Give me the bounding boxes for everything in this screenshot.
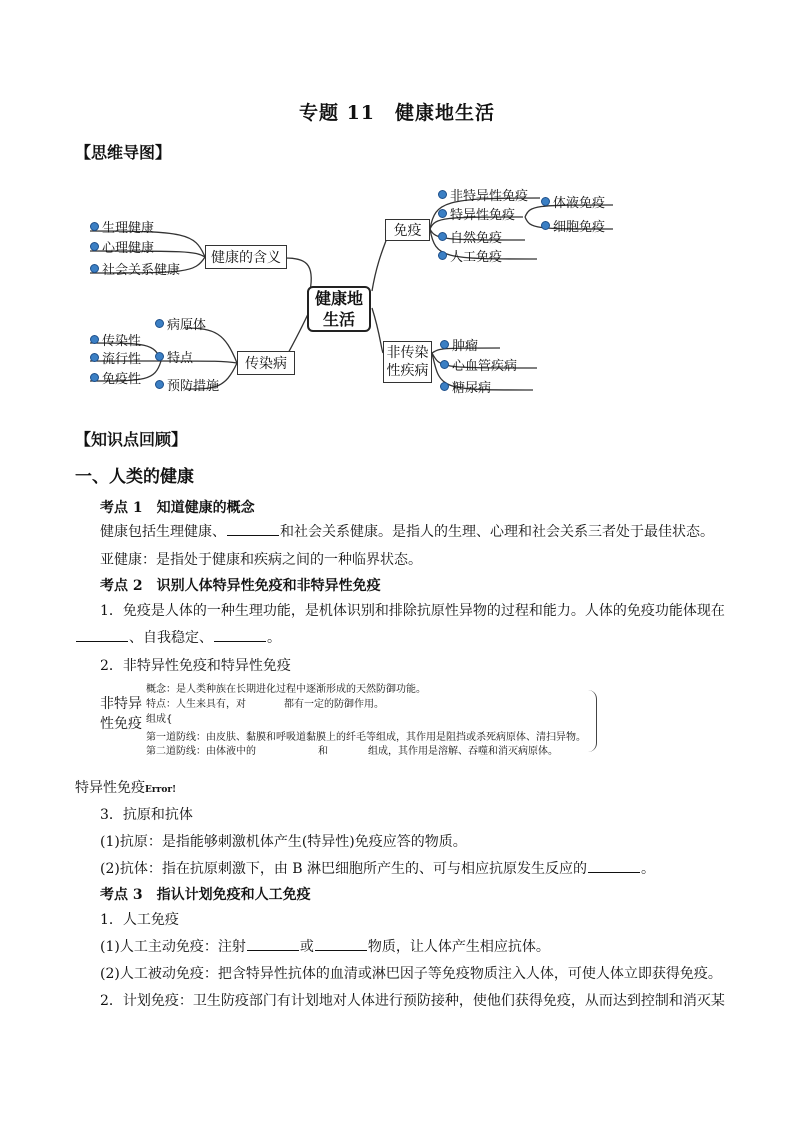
bullet-icon <box>90 242 99 251</box>
leaf-label: 肿瘤 <box>452 339 479 354</box>
bullet-icon <box>438 251 447 260</box>
text: 。 <box>641 861 656 877</box>
nonspecific-first-line: 第一道防线：由皮肤、黏膜和呼吸道黏膜上的纤毛等组成，其作用是阻挡或杀死病原体、清扫异物。 <box>146 732 586 743</box>
leaf-label: 细胞免疫 <box>553 220 606 235</box>
connector-center-health <box>285 258 311 291</box>
leaf-tumor <box>440 335 478 354</box>
leaf-label: 流行性 <box>102 352 142 367</box>
leaf-label: 非特异性免疫 <box>450 189 529 204</box>
bullet-icon <box>541 197 550 206</box>
text: 组成，其作用是溶解、吞噬和消灭病原体。 <box>368 746 558 757</box>
leaf-physical-health <box>90 217 154 236</box>
text: 。 <box>267 630 281 646</box>
nonspecific-feature <box>146 695 384 710</box>
leaf-epidemic <box>90 348 141 367</box>
leaf-label: 人工免疫 <box>450 250 503 265</box>
fill-blank <box>76 629 128 642</box>
paragraph-planned-immunity: 2．计划免疫：卫生防疫部门有计划地对人体进行预防接种，使他们获得免疫，从而达到控制和消灭某 <box>100 993 725 1009</box>
leaf-nonspecific-immunity <box>438 185 528 204</box>
center-line-1: 健康地 <box>314 289 363 308</box>
leaf-specific-immunity <box>438 204 515 223</box>
paragraph-active-immunity <box>100 936 550 956</box>
leaf-diabetes <box>440 377 491 396</box>
paragraph-antigen-antibody: 3．抗原和抗体 <box>100 807 193 823</box>
leaf-label: 心理健康 <box>102 241 155 256</box>
branch-noninfectious-line-2: 性疾病 <box>386 363 429 379</box>
mind-map <box>85 183 617 398</box>
branch-immunity: 免疫 <box>385 219 430 241</box>
center-line-2: 生活 <box>322 310 355 329</box>
bullet-icon <box>155 380 164 389</box>
page-title: 专题 11 健康地生活 <box>298 102 496 124</box>
bullet-icon <box>90 264 99 273</box>
text: 健康包括生理健康、 <box>100 524 226 540</box>
branch-noninfectious-line-1: 非传染 <box>386 345 429 361</box>
leaf-social-health <box>90 259 180 278</box>
bullet-icon <box>440 360 449 369</box>
bullet-icon <box>440 382 449 391</box>
section-heading-1: 一、人类的健康 <box>75 467 194 487</box>
branch-infectious: 传染病 <box>237 351 295 375</box>
paragraph-subhealth: 亚健康：是指处于健康和疾病之间的一种临界状态。 <box>100 552 422 568</box>
leaf-label: 预防措施 <box>167 379 220 394</box>
bullet-icon <box>438 209 447 218</box>
fill-blank <box>214 629 266 642</box>
paragraph-immunity-1: 1．免疫是人体的一种生理功能，是机体识别和排除抗原性异物的过程和能力。人体的免疫功能体现在 <box>100 603 725 619</box>
fill-blank <box>588 860 640 873</box>
text: (1)人工主动免疫：注射 <box>100 939 246 955</box>
leaf-mental-health <box>90 237 154 256</box>
branch-noninfectious <box>383 341 432 383</box>
leaf-label: 传染性 <box>102 334 142 349</box>
branch-health: 健康的含义 <box>205 245 287 269</box>
text: 和社会关系健康。是指人的生理、心理和社会关系三者处于最佳状态。 <box>280 524 714 540</box>
text: 都有一定的防御作用。 <box>284 699 384 710</box>
fill-blank <box>247 938 299 951</box>
knowledge-point-1: 考点 1 知道健康的概念 <box>100 500 255 516</box>
leaf-label: 自然免疫 <box>450 231 503 246</box>
leaf-label: 糖尿病 <box>452 381 492 396</box>
bullet-icon <box>90 353 99 362</box>
text: 特异性免疫 <box>75 780 145 796</box>
bullet-icon <box>155 319 164 328</box>
leaf-label: 病原体 <box>167 318 207 333</box>
text: 第二道防线：由体液中的 <box>146 746 256 757</box>
text: 物质，让人体产生相应抗体。 <box>367 939 550 955</box>
text: 和 <box>318 746 328 757</box>
leaf-immunity-trait <box>90 368 141 387</box>
nonspecific-label <box>100 694 144 734</box>
brace-line <box>588 690 597 752</box>
text: (2)抗体：指在抗原刺激下，由 B 淋巴细胞所产生的、可与相应抗原发生反应的 <box>100 861 588 877</box>
nonspecific-second-line <box>146 742 558 757</box>
knowledge-point-2: 考点 2 识别人体特异性免疫和非特异性免疫 <box>100 578 381 594</box>
leaf-cardiovascular <box>440 355 517 374</box>
text: 或 <box>299 939 314 955</box>
leaf-label: 心血管疾病 <box>452 359 518 374</box>
text: 特点：人生来具有，对 <box>146 699 246 710</box>
bullet-icon <box>90 222 99 231</box>
nonspecific-compose: 组成{ <box>146 714 173 725</box>
leaf-feature <box>155 347 193 366</box>
bullet-icon <box>90 373 99 382</box>
nonspecific-label-line-2: 性免疫 <box>100 716 142 732</box>
paragraph-immunity-1-cont <box>75 627 281 647</box>
leaf-label: 体液免疫 <box>553 196 606 211</box>
paragraph-immunity-types: 2．非特异性免疫和特异性免疫 <box>100 658 291 674</box>
leaf-label: 免疫性 <box>102 372 142 387</box>
bullet-icon <box>155 352 164 361</box>
leaf-label: 社会关系健康 <box>102 263 181 278</box>
paragraph-antibody <box>100 858 655 878</box>
leaf-artificial-immunity <box>438 246 502 265</box>
nonspecific-concept: 概念：是人类种族在长期进化过程中逐渐形成的天然防御功能。 <box>146 684 426 695</box>
paragraph-artificial-immunity: 1．人工免疫 <box>100 912 179 928</box>
leaf-label: 特异性免疫 <box>450 208 516 223</box>
knowledge-point-3: 考点 3 指认计划免疫和人工免疫 <box>100 887 311 903</box>
specific-immunity-label <box>75 777 176 797</box>
leaf-contagious <box>90 330 141 349</box>
paragraph-antigen: (1)抗原：是指能够刺激机体产生(特异性)免疫应答的物质。 <box>100 834 467 850</box>
bullet-icon <box>541 221 550 230</box>
bullet-icon <box>438 232 447 241</box>
bullet-icon <box>440 340 449 349</box>
mind-map-center <box>307 286 371 332</box>
leaf-cellular-immunity <box>541 216 605 235</box>
leaf-label: 特点 <box>167 351 194 366</box>
leaf-label: 生理健康 <box>102 221 155 236</box>
paragraph-passive-immunity: (2)人工被动免疫：把含特异性抗体的血清或淋巴因子等免疫物质注入人体，可使人体立即获得免疫。 <box>100 966 722 982</box>
text: 、自我稳定、 <box>129 630 213 646</box>
leaf-prevention <box>155 375 219 394</box>
bullet-icon <box>438 190 447 199</box>
leaf-pathogen <box>155 314 206 333</box>
leaf-humoral-immunity <box>541 192 605 211</box>
fill-blank <box>315 938 367 951</box>
review-heading: 【知识点回顾】 <box>75 430 188 449</box>
error-marker: Error! <box>145 785 177 795</box>
paragraph-health-concept <box>100 521 714 541</box>
connector-center-noninfectious <box>372 308 383 353</box>
nonspecific-label-line-1: 非特异 <box>100 696 142 712</box>
leaf-natural-immunity <box>438 227 502 246</box>
bullet-icon <box>90 335 99 344</box>
mindmap-heading: 【思维导图】 <box>75 143 172 162</box>
fill-blank <box>227 523 279 536</box>
